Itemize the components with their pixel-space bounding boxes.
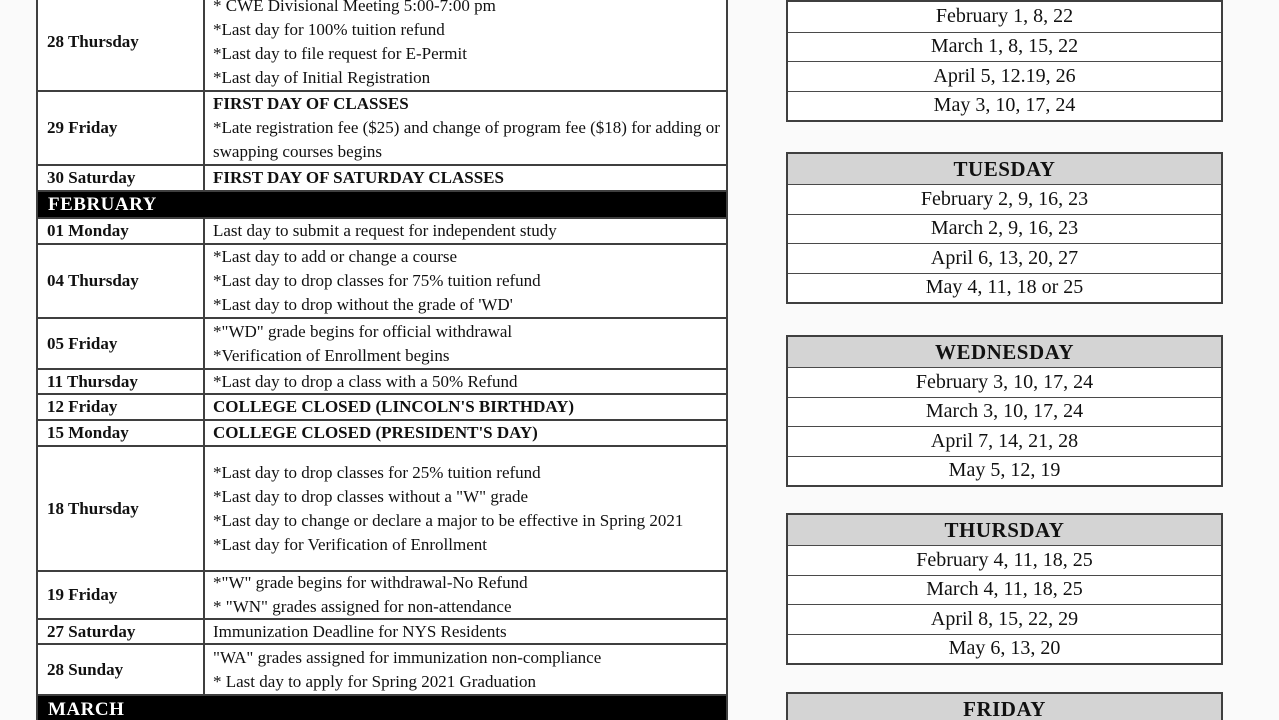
date-cell: 29 Friday <box>38 92 205 164</box>
date-row: April 6, 13, 20, 27 <box>788 243 1221 273</box>
table-row <box>38 393 726 419</box>
date-row: February 1, 8, 22 <box>935 5 1074 28</box>
table-row <box>38 618 726 643</box>
event-line: *Last day to drop without the grade of 'WD' <box>213 295 513 314</box>
event-cell <box>205 620 726 643</box>
table-row <box>38 570 726 618</box>
event-line: *Last day for 100% tuition refund <box>213 20 445 39</box>
day-header: WEDNESDAY <box>788 337 1221 367</box>
event-line: *Late registration fee ($25) and change of program fee ($18) for adding or swapping courses begins <box>213 118 720 161</box>
date-cell: 01 Monday <box>38 219 205 243</box>
event-line: * Last day to apply for Spring 2021 Graduation <box>213 671 536 691</box>
date-cell: 11 Thursday <box>38 370 205 393</box>
event-line: *Last day of Initial Registration <box>213 68 431 87</box>
day-box-top <box>786 0 1223 122</box>
table-row <box>38 368 726 393</box>
date-row: April 7, 14, 21, 28 <box>788 426 1221 456</box>
table-row <box>38 243 726 317</box>
date-row: May 5, 12, 19 <box>788 456 1221 486</box>
table-row <box>38 90 726 164</box>
table-row <box>38 0 726 90</box>
event-cell <box>205 219 726 243</box>
event-line: "WA" grades assigned for immunization non-compliance <box>213 647 602 667</box>
date-cell: 18 Thursday <box>38 447 205 570</box>
event-cell <box>205 0 726 90</box>
month-band-february: FEBRUARY <box>38 190 726 217</box>
date-cell: 12 Friday <box>38 395 205 419</box>
event-line: *Last day for Verification of Enrollment <box>213 534 487 554</box>
date-row: April 5, 12.19, 26 <box>788 61 1221 91</box>
day-header: THURSDAY <box>788 515 1221 545</box>
date-row: February 3, 10, 17, 24 <box>788 367 1221 397</box>
date-row: February 2, 9, 16, 23 <box>788 184 1221 214</box>
event-line: * "WN" grades assigned for non-attendance <box>213 597 512 616</box>
date-row: February 4, 11, 18, 25 <box>788 545 1221 575</box>
event-line: *"WD" grade begins for official withdrawal <box>213 321 513 341</box>
date-row: May 4, 11, 18 or 25 <box>788 273 1221 303</box>
event-line: *Last day to change or declare a major to be effective in Spring 2021 <box>213 510 684 530</box>
table-row <box>38 217 726 243</box>
month-band-march: MARCH <box>38 694 726 720</box>
table-row <box>38 419 726 445</box>
event-line: COLLEGE CLOSED (PRESIDENT'S DAY) <box>213 423 538 442</box>
date-row: March 2, 9, 16, 23 <box>788 214 1221 244</box>
table-row <box>38 445 726 570</box>
event-cell <box>205 421 726 445</box>
event-cell <box>205 319 726 368</box>
date-cell: 19 Friday <box>38 572 205 618</box>
date-cell: 30 Saturday <box>38 166 205 190</box>
event-line: *Last day to add or change a course <box>213 247 458 266</box>
event-cell <box>205 645 726 694</box>
event-line: *Verification of Enrollment begins <box>213 345 450 365</box>
day-box-wednesday <box>786 335 1223 487</box>
day-header: FRIDAY <box>788 694 1221 720</box>
event-line: *Last day to drop classes without a "W" grade <box>213 486 529 506</box>
date-row: March 3, 10, 17, 24 <box>788 397 1221 427</box>
event-cell <box>205 572 726 618</box>
day-box-thursday <box>786 513 1223 665</box>
date-cell: 27 Saturday <box>38 620 205 643</box>
event-line: *Last day to drop classes for 25% tuition refund <box>213 462 541 482</box>
event-line: COLLEGE CLOSED (LINCOLN'S BIRTHDAY) <box>213 397 575 416</box>
date-row: May 3, 10, 17, 24 <box>788 91 1221 121</box>
event-cell <box>205 370 726 393</box>
date-row: April 8, 15, 22, 29 <box>788 604 1221 634</box>
table-row <box>38 164 726 190</box>
table-row <box>38 317 726 368</box>
event-cell <box>205 447 726 570</box>
event-line: FIRST DAY OF SATURDAY CLASSES <box>213 168 504 187</box>
day-box-tuesday <box>786 152 1223 304</box>
event-cell <box>205 166 726 190</box>
event-line: Last day to submit a request for independent study <box>213 221 557 240</box>
event-cell <box>205 245 726 317</box>
event-line: Immunization Deadline for NYS Residents <box>213 621 507 641</box>
date-cell: 28 Thursday <box>38 0 205 90</box>
academic-calendar-table <box>36 0 728 720</box>
date-row: May 6, 13, 20 <box>788 634 1221 664</box>
date-cell: 04 Thursday <box>38 245 205 317</box>
date-row: March 1, 8, 15, 22 <box>788 32 1221 62</box>
event-line: * CWE Divisional Meeting 5:00-7:00 pm <box>213 0 496 15</box>
table-row <box>38 643 726 694</box>
date-row: March 4, 11, 18, 25 <box>788 575 1221 605</box>
event-cell <box>205 395 726 419</box>
day-box-friday <box>786 692 1223 720</box>
date-cell: 28 Sunday <box>38 645 205 694</box>
event-line: *Last day to drop a class with a 50% Refund <box>213 371 518 391</box>
date-cell: 15 Monday <box>38 421 205 445</box>
event-line: *"W" grade begins for withdrawal-No Refund <box>213 573 528 592</box>
event-line: *Last day to file request for E-Permit <box>213 44 467 63</box>
event-line: *Last day to drop classes for 75% tuition refund <box>213 271 541 290</box>
date-cell: 05 Friday <box>38 319 205 368</box>
event-cell <box>205 92 726 164</box>
event-line: FIRST DAY OF CLASSES <box>213 94 409 113</box>
day-header: TUESDAY <box>788 154 1221 184</box>
